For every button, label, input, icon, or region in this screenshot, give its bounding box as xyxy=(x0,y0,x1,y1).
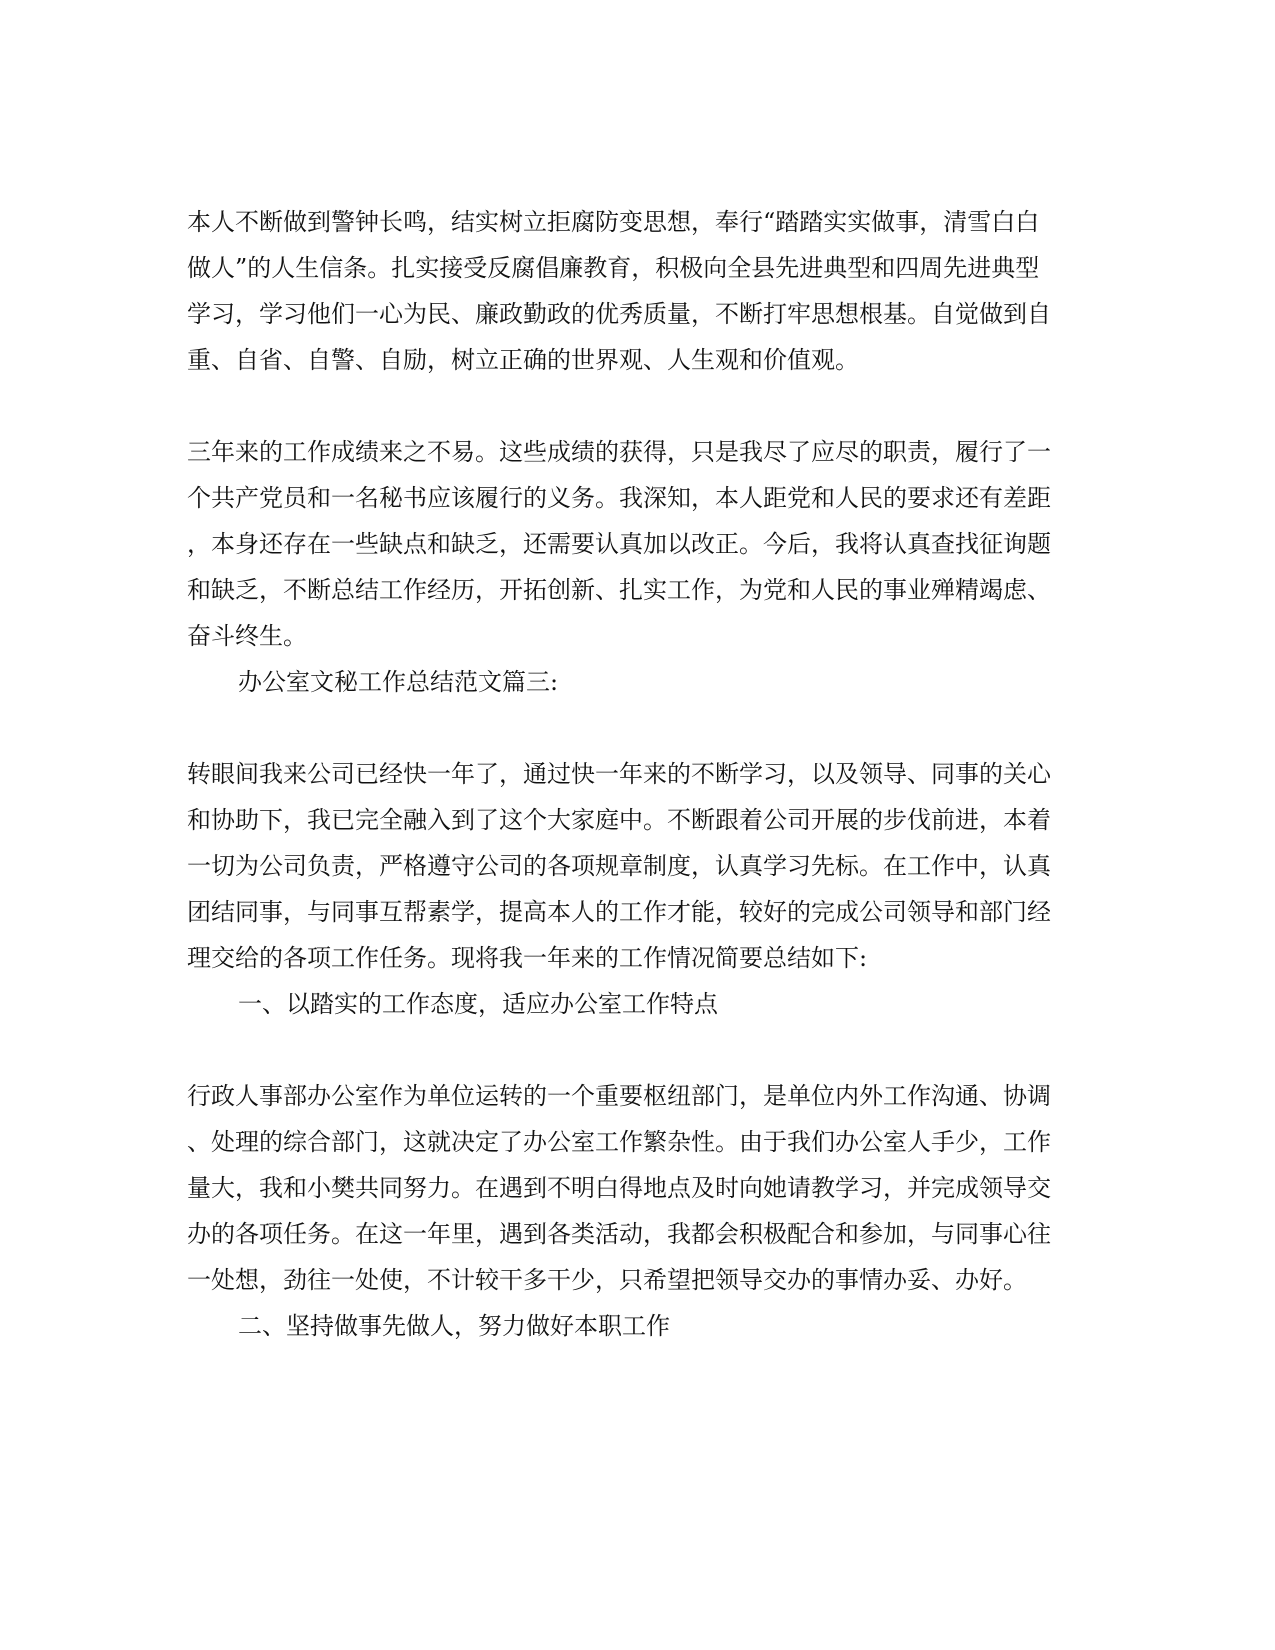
paragraph-4-line-4: 办的各项任务。在这一年里，遇到各类活动，我都会积极配合和参加，与同事心往 xyxy=(187,1220,1051,1248)
paragraph-4-line-5: 一处想，劲往一处使，不计较干多干少，只希望把领导交办的事情办妥、办好。 xyxy=(187,1266,1027,1294)
paragraph-3-line-3: 一切为公司负责，严格遵守公司的各项规章制度，认真学习先标。在工作中，认真 xyxy=(187,852,1051,880)
paragraph-1-line-2: 做人”的人生信条。扎实接受反腐倡廉教育，积极向全县先进典型和四周先进典型 xyxy=(187,254,1040,282)
paragraph-4-line-3: 量大，我和小樊共同努力。在遇到不明白得地点及时向她请教学习，并完成领导交 xyxy=(187,1174,1051,1202)
paragraph-2-line-1: 三年来的工作成绩来之不易。这些成绩的获得，只是我尽了应尽的职责，履行了一 xyxy=(187,438,1051,466)
paragraph-1-line-4: 重、自省、自警、自励，树立正确的世界观、人生观和价值观。 xyxy=(187,346,859,374)
paragraph-2-line-3: ，本身还存在一些缺点和缺乏，还需要认真加以改正。今后，我将认真查找征询题 xyxy=(187,530,1051,558)
paragraph-2-line-5: 奋斗终生。 xyxy=(187,622,307,650)
paragraph-3-line-1: 转眼间我来公司已经快一年了，通过快一年来的不断学习，以及领导、同事的关心 xyxy=(187,760,1051,788)
subheading-1: 一、以踏实的工作态度，适应办公室工作特点 xyxy=(238,990,718,1018)
paragraph-1-line-1: 本人不断做到警钟长鸣，结实树立拒腐防变思想，奉行“踏踏实实做事，清雪白白 xyxy=(187,208,1040,236)
section-heading-3: 办公室文秘工作总结范文篇三: xyxy=(238,668,559,696)
paragraph-3-line-2: 和协助下，我已完全融入到了这个大家庭中。不断跟着公司开展的步伐前进，本着 xyxy=(187,806,1051,834)
paragraph-3-line-4: 团结同事，与同事互帮素学，提高本人的工作才能，较好的完成公司领导和部门经 xyxy=(187,898,1051,926)
paragraph-1-line-3: 学习，学习他们一心为民、廉政勤政的优秀质量，不断打牢思想根基。自觉做到自 xyxy=(187,300,1051,328)
paragraph-3-line-5: 理交给的各项工作任务。现将我一年来的工作情况简要总结如下: xyxy=(187,944,868,972)
subheading-2: 二、坚持做事先做人，努力做好本职工作 xyxy=(238,1312,670,1340)
paragraph-2-line-2: 个共产党员和一名秘书应该履行的义务。我深知，本人距党和人民的要求还有差距 xyxy=(187,484,1051,512)
paragraph-4-line-1: 行政人事部办公室作为单位运转的一个重要枢纽部门，是单位内外工作沟通、协调 xyxy=(187,1082,1051,1110)
paragraph-4-line-2: 、处理的综合部门，这就决定了办公室工作繁杂性。由于我们办公室人手少，工作 xyxy=(187,1128,1051,1156)
paragraph-2-line-4: 和缺乏，不断总结工作经历，开拓创新、扎实工作，为党和人民的事业殚精竭虑、 xyxy=(187,576,1051,604)
